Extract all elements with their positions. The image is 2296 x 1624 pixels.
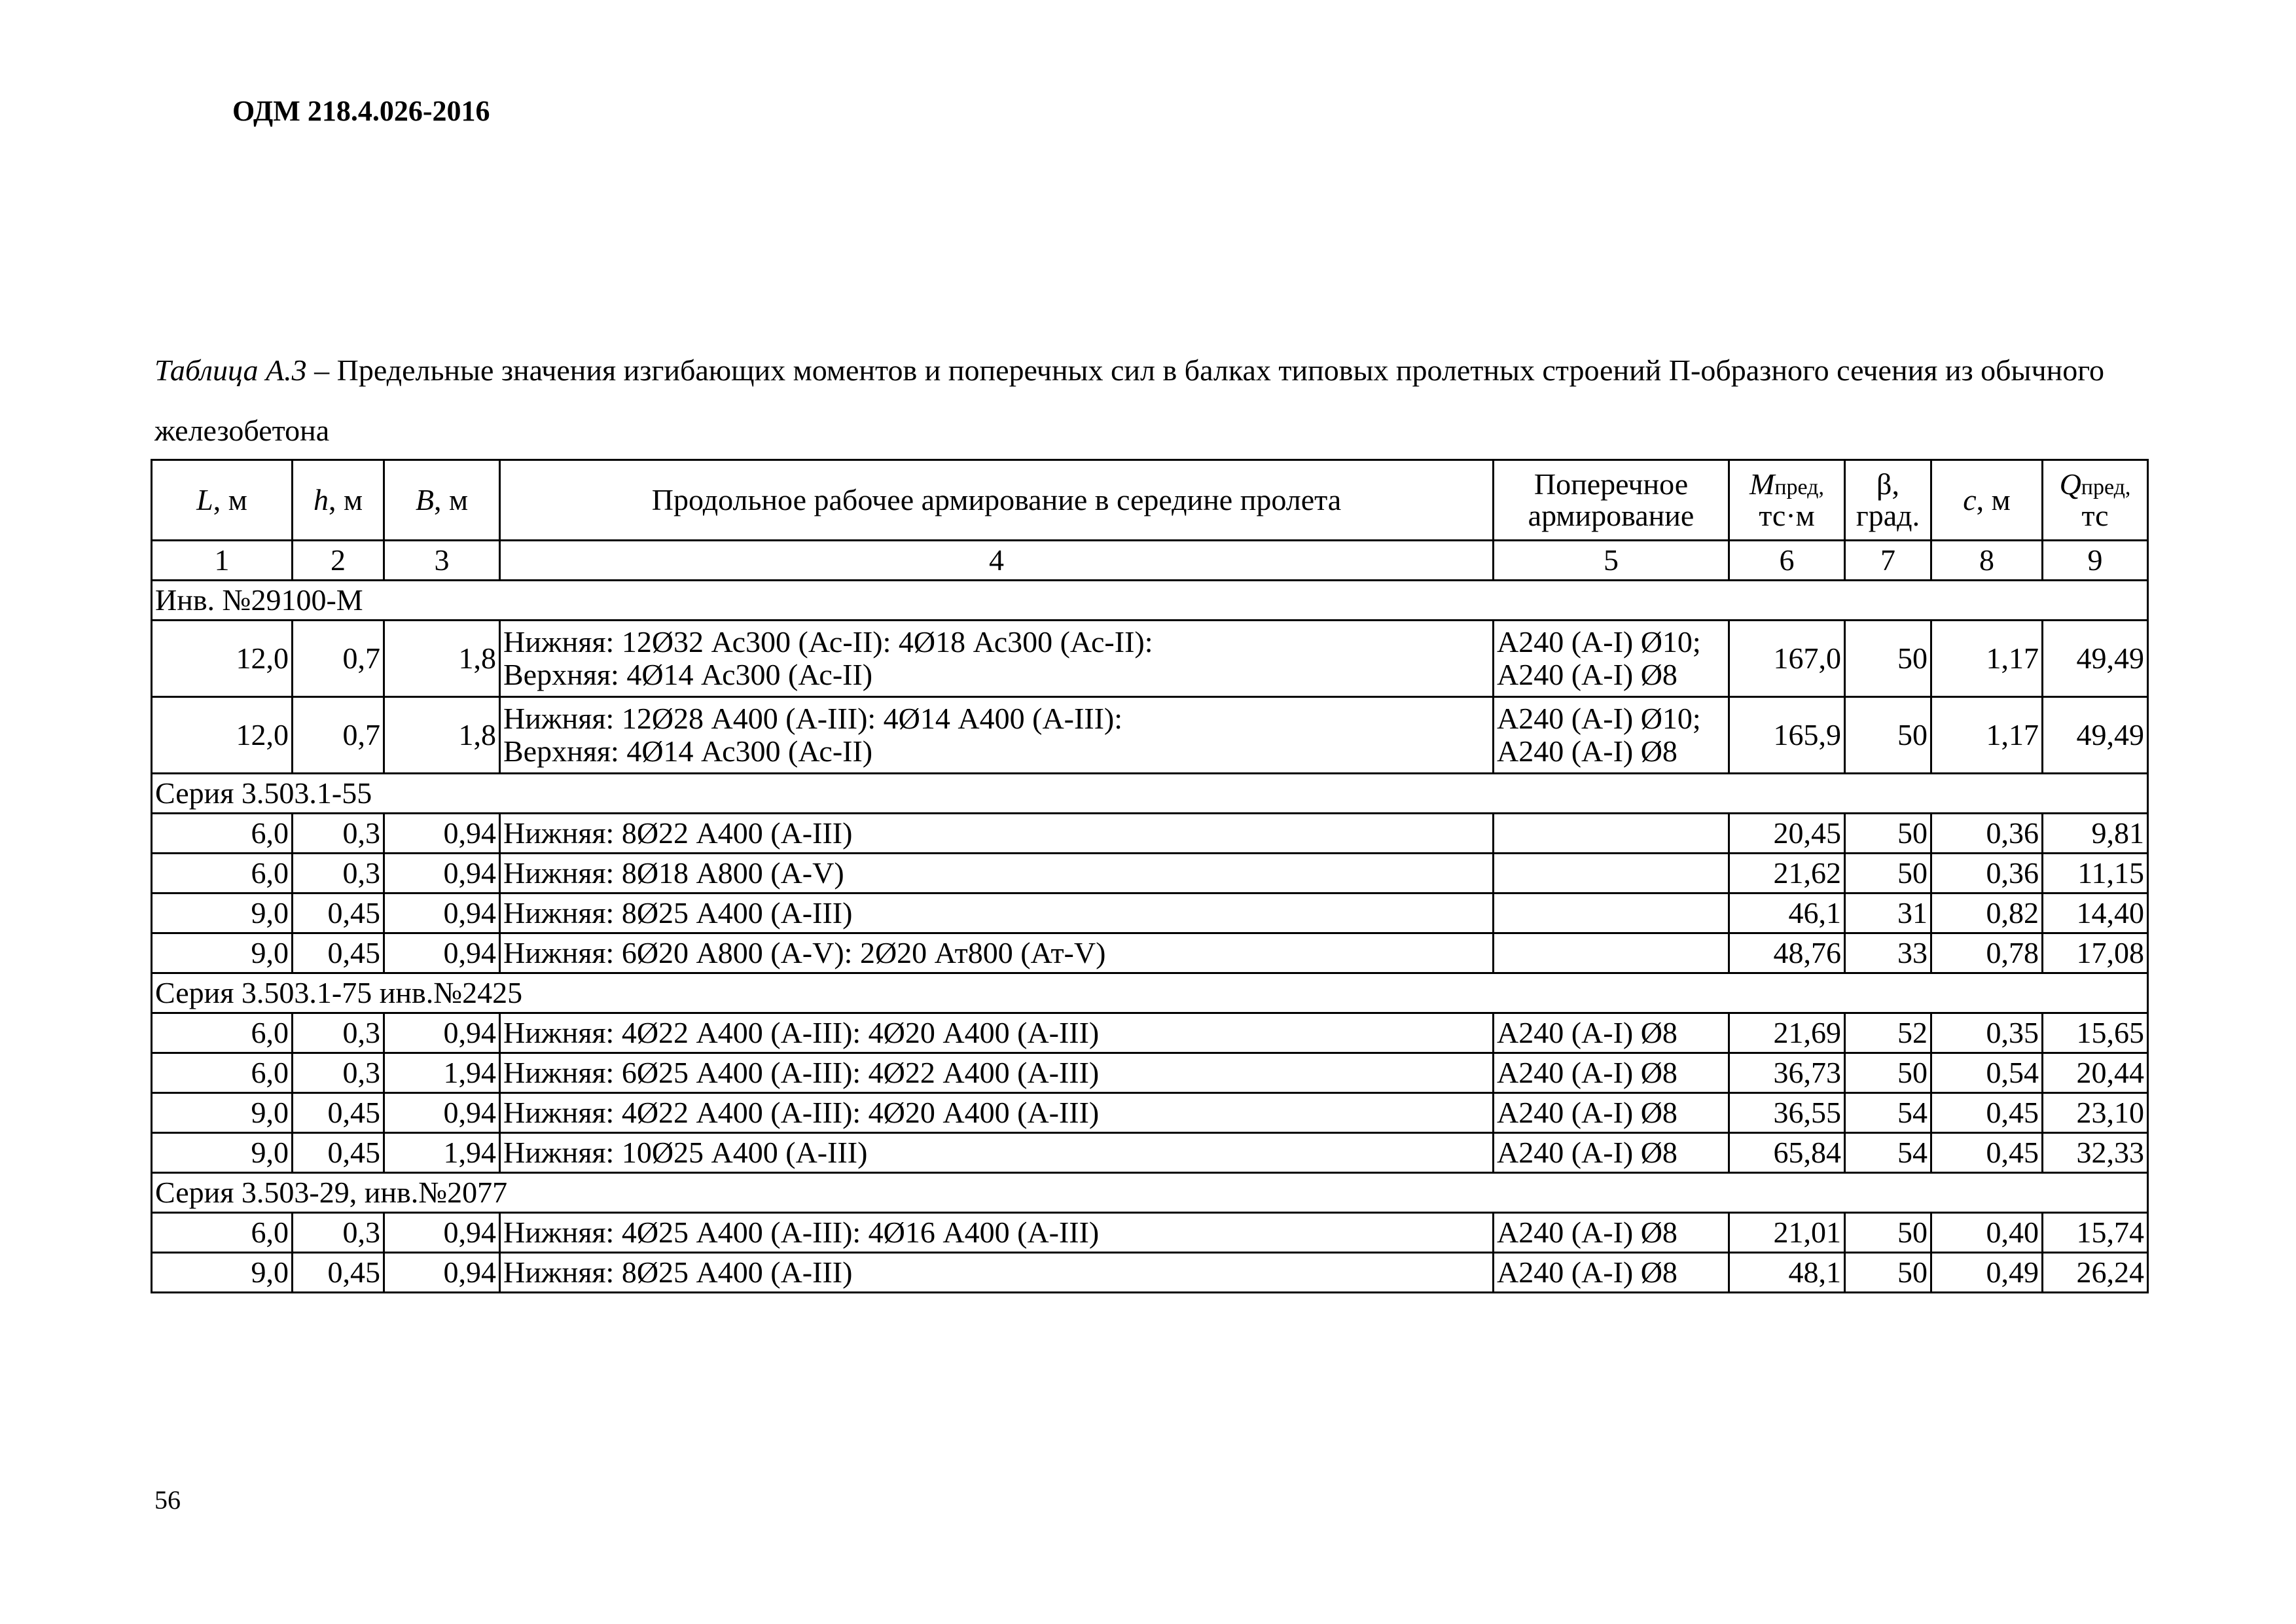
cell-h: 0,3 xyxy=(293,1213,384,1253)
cell-M: 48,1 xyxy=(1729,1253,1845,1293)
cell-c: 1,17 xyxy=(1931,697,2043,774)
cell-h: 0,3 xyxy=(293,814,384,854)
cell-transverse: А240 (А-I) Ø8 xyxy=(1494,1013,1729,1053)
cell-transverse xyxy=(1494,893,1729,933)
cell-transverse: А240 (А-I) Ø8 xyxy=(1494,1053,1729,1093)
cell-c: 1,17 xyxy=(1931,621,2043,697)
column-number: 6 xyxy=(1729,541,1845,581)
group-row xyxy=(152,1173,2148,1213)
cell-M: 20,45 xyxy=(1729,814,1845,854)
cell-beta: 54 xyxy=(1845,1093,1931,1133)
table-row xyxy=(152,621,2148,697)
cell-h: 0,3 xyxy=(293,1053,384,1093)
cell-beta: 50 xyxy=(1845,814,1931,854)
cell-B: 1,94 xyxy=(384,1053,500,1093)
cell-transverse: А240 (А-I) Ø10; А240 (А-I) Ø8 xyxy=(1494,621,1729,697)
cell-Q: 20,44 xyxy=(2043,1053,2148,1093)
cell-M: 46,1 xyxy=(1729,893,1845,933)
cell-longitudinal: Нижняя: 4Ø22 А400 (А-III): 4Ø20 А400 (А-III) xyxy=(500,1013,1494,1053)
cell-M: 21,01 xyxy=(1729,1213,1845,1253)
cell-h: 0,3 xyxy=(293,1013,384,1053)
cell-transverse xyxy=(1494,854,1729,893)
cell-L: 6,0 xyxy=(152,814,293,854)
cell-B: 1,8 xyxy=(384,621,500,697)
table-row xyxy=(152,1013,2148,1053)
cell-M: 165,9 xyxy=(1729,697,1845,774)
column-number: 1 xyxy=(152,541,293,581)
cell-c: 0,49 xyxy=(1931,1253,2043,1293)
table-row xyxy=(152,1213,2148,1253)
header-Q-limit: Qпред, тс xyxy=(2043,460,2148,541)
cell-beta: 31 xyxy=(1845,893,1931,933)
cell-beta: 50 xyxy=(1845,621,1931,697)
cell-longitudinal: Нижняя: 8Ø18 А800 (А-V) xyxy=(500,854,1494,893)
table-caption-text: – Предельные значения изгибающих моментов и поперечных сил в балках типовых пролетных строений П-образного сечения из обычного железобетона xyxy=(154,353,2104,447)
cell-h: 0,45 xyxy=(293,1093,384,1133)
group-row xyxy=(152,973,2148,1013)
cell-beta: 50 xyxy=(1845,1053,1931,1093)
cell-c: 0,78 xyxy=(1931,933,2043,973)
cell-B: 0,94 xyxy=(384,814,500,854)
cell-L: 6,0 xyxy=(152,1213,293,1253)
table-row xyxy=(152,1253,2148,1293)
cell-transverse: А240 (А-I) Ø8 xyxy=(1494,1133,1729,1173)
table-row xyxy=(152,854,2148,893)
cell-transverse xyxy=(1494,933,1729,973)
cell-L: 9,0 xyxy=(152,933,293,973)
cell-c: 0,54 xyxy=(1931,1053,2043,1093)
cell-h: 0,7 xyxy=(293,697,384,774)
cell-Q: 14,40 xyxy=(2043,893,2148,933)
cell-c: 0,40 xyxy=(1931,1213,2043,1253)
cell-longitudinal: Нижняя: 8Ø25 А400 (А-III) xyxy=(500,1253,1494,1293)
table-row xyxy=(152,1093,2148,1133)
cell-h: 0,45 xyxy=(293,893,384,933)
page-number: 56 xyxy=(154,1485,181,1515)
group-title: Серия 3.503-29, инв.№2077 xyxy=(152,1173,2148,1213)
cell-longitudinal: Нижняя: 4Ø25 А400 (А-III): 4Ø16 А400 (А-III) xyxy=(500,1213,1494,1253)
cell-M: 65,84 xyxy=(1729,1133,1845,1173)
cell-longitudinal: Нижняя: 8Ø22 А400 (А-III) xyxy=(500,814,1494,854)
cell-B: 0,94 xyxy=(384,1093,500,1133)
header-h: h, м xyxy=(293,460,384,541)
cell-L: 6,0 xyxy=(152,1013,293,1053)
cell-Q: 17,08 xyxy=(2043,933,2148,973)
cell-c: 0,82 xyxy=(1931,893,2043,933)
cell-Q: 15,65 xyxy=(2043,1013,2148,1053)
header-longitudinal-reinforcement: Продольное рабочее армирование в середине пролета xyxy=(500,460,1494,541)
cell-B: 1,94 xyxy=(384,1133,500,1173)
cell-h: 0,3 xyxy=(293,854,384,893)
cell-longitudinal: Нижняя: 12Ø28 А400 (А-III): 4Ø14 А400 (А-III): Верхняя: 4Ø14 Ас300 (Ас-II) xyxy=(500,697,1494,774)
table-row xyxy=(152,1053,2148,1093)
header-c: c, м xyxy=(1931,460,2043,541)
cell-Q: 11,15 xyxy=(2043,854,2148,893)
cell-L: 9,0 xyxy=(152,1093,293,1133)
column-number: 8 xyxy=(1931,541,2043,581)
cell-longitudinal: Нижняя: 8Ø25 А400 (А-III) xyxy=(500,893,1494,933)
cell-L: 9,0 xyxy=(152,1133,293,1173)
group-row xyxy=(152,774,2148,814)
table-row xyxy=(152,933,2148,973)
cell-Q: 15,74 xyxy=(2043,1213,2148,1253)
cell-beta: 33 xyxy=(1845,933,1931,973)
cell-L: 9,0 xyxy=(152,1253,293,1293)
column-number: 4 xyxy=(500,541,1494,581)
table-row xyxy=(152,1133,2148,1173)
cell-c: 0,36 xyxy=(1931,814,2043,854)
cell-M: 167,0 xyxy=(1729,621,1845,697)
cell-M: 21,62 xyxy=(1729,854,1845,893)
cell-h: 0,45 xyxy=(293,1253,384,1293)
cell-h: 0,7 xyxy=(293,621,384,697)
cell-B: 0,94 xyxy=(384,933,500,973)
cell-beta: 54 xyxy=(1845,1133,1931,1173)
cell-B: 0,94 xyxy=(384,1013,500,1053)
cell-B: 0,94 xyxy=(384,893,500,933)
column-number: 7 xyxy=(1845,541,1931,581)
cell-L: 12,0 xyxy=(152,621,293,697)
cell-longitudinal: Нижняя: 4Ø22 А400 (А-III): 4Ø20 А400 (А-III) xyxy=(500,1093,1494,1133)
cell-M: 48,76 xyxy=(1729,933,1845,973)
cell-M: 36,73 xyxy=(1729,1053,1845,1093)
cell-beta: 50 xyxy=(1845,697,1931,774)
cell-longitudinal: Нижняя: 12Ø32 Ас300 (Ас-II): 4Ø18 Ас300 (Ас-II): Верхняя: 4Ø14 Ас300 (Ас-II) xyxy=(500,621,1494,697)
cell-transverse xyxy=(1494,814,1729,854)
column-number: 9 xyxy=(2043,541,2148,581)
table-row xyxy=(152,814,2148,854)
cell-beta: 52 xyxy=(1845,1013,1931,1053)
cell-longitudinal: Нижняя: 6Ø20 А800 (А-V): 2Ø20 Ат800 (Ат-V) xyxy=(500,933,1494,973)
column-number: 2 xyxy=(293,541,384,581)
cell-c: 0,45 xyxy=(1931,1133,2043,1173)
cell-beta: 50 xyxy=(1845,1213,1931,1253)
header-transverse-reinforcement: Поперечное армирование xyxy=(1494,460,1729,541)
group-row xyxy=(152,581,2148,621)
cell-L: 6,0 xyxy=(152,854,293,893)
cell-L: 9,0 xyxy=(152,893,293,933)
table-row xyxy=(152,893,2148,933)
cell-Q: 49,49 xyxy=(2043,697,2148,774)
group-title: Инв. №29100-М xyxy=(152,581,2148,621)
cell-h: 0,45 xyxy=(293,1133,384,1173)
cell-B: 0,94 xyxy=(384,1253,500,1293)
cell-transverse: А240 (А-I) Ø8 xyxy=(1494,1253,1729,1293)
cell-transverse: А240 (А-I) Ø10; А240 (А-I) Ø8 xyxy=(1494,697,1729,774)
column-number: 5 xyxy=(1494,541,1729,581)
cell-transverse: А240 (А-I) Ø8 xyxy=(1494,1213,1729,1253)
cell-c: 0,35 xyxy=(1931,1013,2043,1053)
cell-B: 0,94 xyxy=(384,1213,500,1253)
header-M-limit: Mпред, тс·м xyxy=(1729,460,1845,541)
table-caption-label: Таблица А.3 xyxy=(154,353,307,387)
cell-c: 0,45 xyxy=(1931,1093,2043,1133)
document-code: ОДМ 218.4.026-2016 xyxy=(232,95,490,127)
cell-B: 0,94 xyxy=(384,854,500,893)
cell-L: 12,0 xyxy=(152,697,293,774)
cell-h: 0,45 xyxy=(293,933,384,973)
cell-longitudinal: Нижняя: 10Ø25 А400 (А-III) xyxy=(500,1133,1494,1173)
cell-Q: 9,81 xyxy=(2043,814,2148,854)
cell-B: 1,8 xyxy=(384,697,500,774)
group-title: Серия 3.503.1-55 xyxy=(152,774,2148,814)
cell-longitudinal: Нижняя: 6Ø25 А400 (А-III): 4Ø22 А400 (А-III) xyxy=(500,1053,1494,1093)
column-number-row xyxy=(152,541,2148,581)
cell-Q: 26,24 xyxy=(2043,1253,2148,1293)
limit-values-table xyxy=(151,459,2149,1293)
cell-L: 6,0 xyxy=(152,1053,293,1093)
header-row xyxy=(152,460,2148,541)
cell-Q: 32,33 xyxy=(2043,1133,2148,1173)
group-title: Серия 3.503.1-75 инв.№2425 xyxy=(152,973,2148,1013)
table-row xyxy=(152,697,2148,774)
cell-M: 21,69 xyxy=(1729,1013,1845,1053)
table-caption xyxy=(154,340,2151,461)
cell-Q: 49,49 xyxy=(2043,621,2148,697)
header-L: L, м xyxy=(152,460,293,541)
column-number: 3 xyxy=(384,541,500,581)
cell-M: 36,55 xyxy=(1729,1093,1845,1133)
cell-beta: 50 xyxy=(1845,1253,1931,1293)
cell-transverse: А240 (А-I) Ø8 xyxy=(1494,1093,1729,1133)
header-beta: β, град. xyxy=(1845,460,1931,541)
header-B: B, м xyxy=(384,460,500,541)
cell-beta: 50 xyxy=(1845,854,1931,893)
cell-Q: 23,10 xyxy=(2043,1093,2148,1133)
cell-c: 0,36 xyxy=(1931,854,2043,893)
